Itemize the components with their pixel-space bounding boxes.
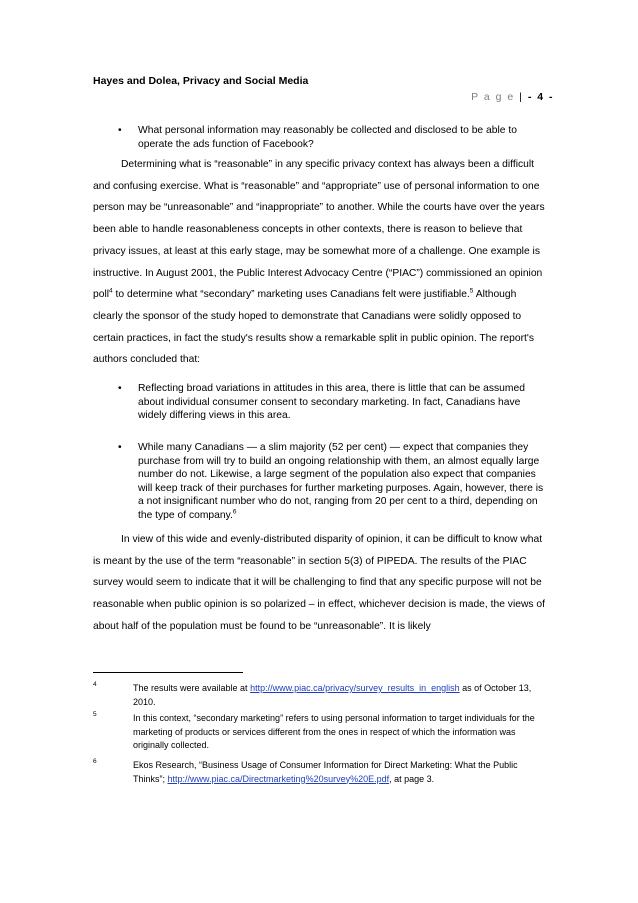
footnote-4-post: as of October 13, 2010. — [133, 683, 532, 707]
footnote-6-post: , at page 3. — [389, 773, 435, 784]
quote-bullet-2-body — [138, 441, 545, 522]
footnote-6-link[interactable]: http://www.piac.ca/Directmarketing%20survey%20E.pdf — [167, 773, 390, 784]
bullet-icon: • — [118, 383, 122, 394]
paragraph-2 — [93, 529, 545, 638]
page-number — [471, 91, 554, 103]
page-number-value: - 4 - — [527, 91, 554, 103]
footnote-4-link[interactable]: http://www.piac.ca/privacy/survey_results_in_english — [250, 683, 460, 693]
footnote-4-body — [133, 682, 545, 709]
paragraph-1-part-3: Although clearly the sponsor of the study hoped to demonstrate that Canadians were solidly opposed to certain practices, in fact the study's results show a remarkable split in public opinion. The report's authors concluded that: — [93, 289, 534, 366]
page-label: P a g e — [471, 91, 515, 103]
paragraph-2-text: In view of this wide and evenly-distributed disparity of opinion, it can be difficult to know what is meant by the use of the term “reasonable” in section 5(3) of PIPEDA. The results of the PIAC survey would seem to indicate that it will be challenging to find that any specific purpose will not be reasonable when public opinion is so polarized – in effect, whichever decision is made, the views of about half of the population must be found to be “unreasonable”. It is likely — [93, 534, 545, 632]
footnote-mark: 4 — [93, 681, 97, 688]
footnote-4-pre: The results were available at — [133, 683, 251, 693]
footnote-mark: 5 — [93, 711, 97, 718]
footnote-mark: 6 — [93, 758, 97, 765]
running-header-title: Hayes and Dolea, Privacy and Social Media — [93, 75, 309, 87]
footnote-ref-6[interactable]: 6 — [232, 508, 237, 516]
bullet-icon: • — [118, 125, 122, 136]
intro-bullet-text: What personal information may reasonably be collected and disclosed to be able to operate the ads function of Facebook? — [138, 125, 517, 150]
footnote-6-pre: Ekos Research, “Business Usage of Consumer Information for Direct Marketing: What the Public Thinks”; — [133, 760, 518, 784]
page-separator: | — [519, 91, 524, 103]
footnote-ref-5[interactable]: 5 — [469, 287, 474, 295]
footnote-separator — [93, 672, 243, 673]
paragraph-1-part-2: to determine what “secondary” marketing uses Canadians felt were justifiable. — [112, 289, 470, 301]
footnote-6-body — [133, 759, 545, 786]
quote-bullet-2-text: While many Canadians — a slim majority (52 per cent) — expect that companies they purchase from will try to build an ongoing relationship with them, an almost equally large number do not. Likewise, a large segment of the population also expect that companies will keep track of their purchases for further marketing purposes. Again, however, there is a not insignificant number who do not, ranging from 20 per cent to a third, depending on the type of company. — [138, 442, 544, 521]
footnote-ref-4[interactable]: 4 — [109, 287, 113, 295]
quote-bullet-1-text: Reflecting broad variations in attitudes in this area, there is little that can be assumed about individual consumer consent to secondary marketing. In fact, Canadians have widely differing views in this area. — [138, 383, 525, 421]
paragraph-1 — [93, 154, 545, 371]
footnote-5-text: In this context, “secondary marketing” refers to using personal information to target individuals for the marketing of products or services different from the ones in respect of which the information was originally collected. — [133, 713, 535, 750]
paragraph-1-part-1: Determining what is “reasonable” in any specific privacy context has always been a difficult and confusing exercise. What is “reasonable” and “appropriate” use of personal information to one person may be “unreasonable” and “inappropriate” to another. While the courts have over the years been able to handle reasonableness concepts in other contexts, there is reason to believe that privacy issues, at least at this early stage, may be somewhat more of a challenge. One example is instructive. In August 2001, the Public Interest Advocacy Centre (“PIAC”) commissioned an opinion poll — [93, 159, 545, 301]
bullet-icon: • — [118, 442, 122, 453]
